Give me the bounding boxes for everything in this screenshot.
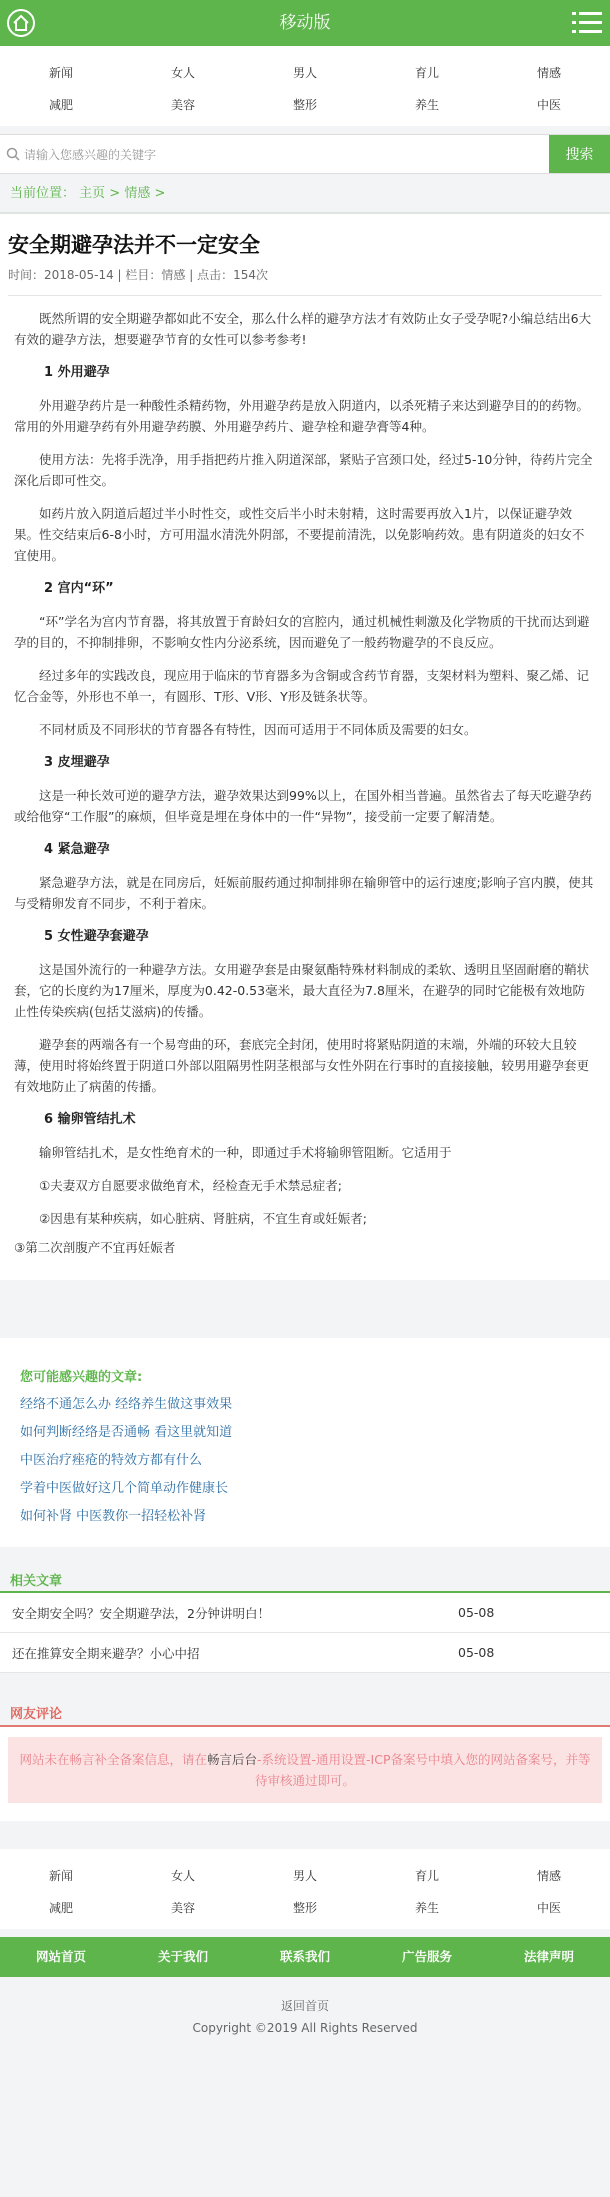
nav-item[interactable]: 中医 [536,1900,561,1915]
comments-box [0,1727,610,1821]
footer [0,1977,610,2049]
nav-item[interactable]: 育儿 [414,1868,439,1883]
nav-item[interactable]: 育儿 [414,65,439,80]
nav-item[interactable]: 美容 [170,1900,195,1915]
article-paragraph: 不同材质及不同形状的节育器各有特性，因而可适用于不同体质及需要的妇女。 [39,722,477,737]
related-title[interactable]: 还在推算安全期来避孕？小心中招 [12,1645,200,1661]
article-paragraph: 这是一种长效可逆的避孕方法，避孕效果达到99%以上，在国外相当普遍。虽然省去了每天吃避孕药或给他穿“工作服”的麻烦，但毕竟是埋在身体中的一件“异物”，接受前一定要了解清楚。 [14,788,592,824]
page-header-title: 移动版 [279,13,331,33]
breadcrumb-home-link[interactable]: 主页 [79,186,106,201]
related-title[interactable]: 安全期安全吗？安全期避孕法，2分钟讲明白！ [12,1605,270,1621]
article-paragraph: 经过多年的实践改良，现应用于临床的节育器多为含铜或含药节育器，支架材料为塑料、聚乙烯、记忆合金等，外形也不单一，有圆形、T形、V形、Y形及链条状等。 [14,668,590,704]
footer-link[interactable]: 广告服务 [401,1949,452,1964]
article-subheading: 6 输卵管结扎术 [44,1112,136,1127]
breadcrumb-separator: > [150,186,166,201]
nav-item[interactable]: 女人 [170,1868,195,1883]
footer-link[interactable]: 法律声明 [523,1949,574,1964]
search-input[interactable] [0,135,549,173]
article-paragraph: “环”学名为宫内节育器，将其放置于育龄妇女的宫腔内，通过机械性刺激及化学物质的干扰而达到避孕的目的，不抑制排卵，不影响女性内分泌系统，因而避免了一般药物避孕的不良反应。 [14,614,590,650]
article-paragraph: 既然所谓的安全期避孕都如此不安全，那么什么样的避孕方法才有效防止女子受孕呢?小编总结出6大有效的避孕方法，想要避孕节育的女性可以参考参考! [14,311,592,347]
related-heading: 相关文章 [0,1571,610,1593]
search-bar [0,134,610,174]
interest-link[interactable]: 中医治疗痤疮的特效方都有什么 [20,1453,203,1468]
related-date: 05-08 [458,1645,495,1660]
copyright: Copyright ©2019 All Rights Reserved [192,2021,418,2035]
related-date: 05-08 [458,1605,495,1620]
nav-item[interactable]: 养生 [414,97,439,112]
article-paragraph: 使用方法：先将手洗净，用手指把药片推入阴道深部，紧贴子宫颈口处，经过5-10分钟，待药片完全深化后即可性交。 [14,452,593,488]
nav-item[interactable]: 新闻 [48,65,73,80]
article-paragraph: 这是国外流行的一种避孕方法。女用避孕套是由聚氨酯特殊材料制成的柔软、透明且坚固耐磨的鞘状套，它的长度约为17厘米，厚度为0.42-0.53毫米，最大直径为7.8厘米，在避孕的同时它能极有效地防止性传染疾病(包括艾滋病)的传播。 [14,962,590,1019]
nav-item[interactable]: 女人 [170,65,195,80]
back-home-link[interactable]: 返回首页 [280,1999,329,2013]
footer-link[interactable]: 联系我们 [279,1949,330,1964]
interest-link[interactable]: 如何判断经络是否通畅 看这里就知道 [20,1425,233,1440]
article-subheading: 3 皮埋避孕 [44,755,110,770]
article-title: 安全期避孕法并不一定安全 [8,233,260,257]
nav-item[interactable]: 男人 [292,65,317,80]
interest-articles [0,1338,610,1547]
article-subheading: 1 外用避孕 [44,365,110,380]
nav-item[interactable]: 情感 [536,1868,561,1883]
article-subheading: 4 紧急避孕 [44,842,110,857]
article-paragraph: 输卵管结扎术，是女性绝育术的一种，即通过手术将输卵管阻断。它适用于 [39,1145,452,1160]
article-meta: 时间：2018-05-14 | 栏目：情感 | 点击：154次 [8,266,602,296]
list-item[interactable] [0,1633,610,1673]
footer-link[interactable]: 网站首页 [35,1949,86,1964]
article-paragraph: ①夫妻双方自愿要求做绝育术，经检查无手术禁忌症者; [39,1178,342,1193]
notice-text: -系统设置-通用设置-ICP备案号中填入您的网站备案号，并等待审核通过即可。 [254,1752,591,1788]
breadcrumb-separator: > [105,186,125,201]
search-button[interactable]: 搜索 [549,135,610,173]
article-paragraph: 避孕套的两端各有一个易弯曲的环，套底完全封闭，使用时将紧贴阴道的末端，外端的环较大且较薄，使用时将始终置于阴道口外部以阻隔男性阴茎根部与女性外阴在行事时的直接接触，较男用避孕套更有效地防止了病菌的传播。 [14,1037,590,1094]
footer-links [0,1937,610,1977]
nav-item[interactable]: 新闻 [48,1868,73,1883]
nav-item[interactable]: 情感 [536,65,561,80]
header [0,0,610,46]
article-subheading: 5 女性避孕套避孕 [44,929,149,944]
nav-item[interactable]: 整形 [292,97,317,112]
interest-link[interactable]: 学着中医做好这几个简单动作健康长 [20,1481,229,1496]
breadcrumb-label: 当前位置： [10,186,76,201]
article-paragraph: 如药片放入阴道后超过半小时性交，或性交后半小时未射精，这时需要再放入1片，以保证避孕效果。性交结束后6-8小时，方可用温水清洗外阴部，不要提前清洗，以免影响药效。患有阴道炎的妇女不宜使用。 [14,506,585,563]
footer-link[interactable]: 关于我们 [157,1949,208,1964]
notice-text: 网站未在畅言补全备案信息，请在 [19,1752,207,1767]
article-paragraph: 外用避孕药片是一种酸性杀精药物，外用避孕药是放入阴道内，以杀死精子来达到避孕目的的药物。常用的外用避孕药有外用避孕药膜、外用避孕药片、避孕栓和避孕膏等4种。 [14,398,590,434]
interest-heading: 您可能感兴趣的文章: [20,1370,143,1385]
article-paragraph: 紧急避孕方法，就是在同房后，妊娠前服药通过抑制排卵在输卵管中的运行速度;影响子宫内膜，使其与受精卵发育不同步，不利于着床。 [14,875,594,911]
nav-item[interactable]: 男人 [292,1868,317,1883]
article-paragraph: ②因患有某种疾病，如心脏病、肾脏病，不宜生育或妊娠者; [39,1211,367,1226]
nav-item[interactable]: 养生 [414,1900,439,1915]
category-nav [0,46,610,126]
related-list [0,1593,610,1673]
article [0,214,610,1280]
article-paragraph: ③第二次剖腹产不宜再妊娠者 [14,1240,176,1255]
nav-item[interactable]: 减肥 [48,1900,73,1915]
article-body [8,296,602,1258]
article-subheading: 2 宫内“环” [44,581,114,596]
menu-icon[interactable] [572,10,602,36]
breadcrumb [0,174,610,214]
list-item[interactable] [0,1593,610,1633]
comments-heading: 网友评论 [0,1703,610,1727]
nav-item[interactable]: 美容 [170,97,195,112]
search-icon [6,147,20,161]
breadcrumb-category-link[interactable]: 情感 [124,186,151,201]
search-placeholder: 请输入您感兴趣的关键字 [24,147,157,162]
nav-item[interactable]: 整形 [292,1900,317,1915]
nav-item[interactable]: 中医 [536,97,561,112]
interest-link[interactable]: 如何补肾 中医教你一招轻松补肾 [20,1509,207,1524]
interest-link[interactable]: 经络不通怎么办 经络养生做这事效果 [20,1397,233,1412]
nav-item[interactable]: 减肥 [48,97,73,112]
comments-notice [8,1737,602,1803]
notice-link[interactable]: 畅言后台 [207,1752,258,1767]
footer-nav [0,1849,610,1929]
